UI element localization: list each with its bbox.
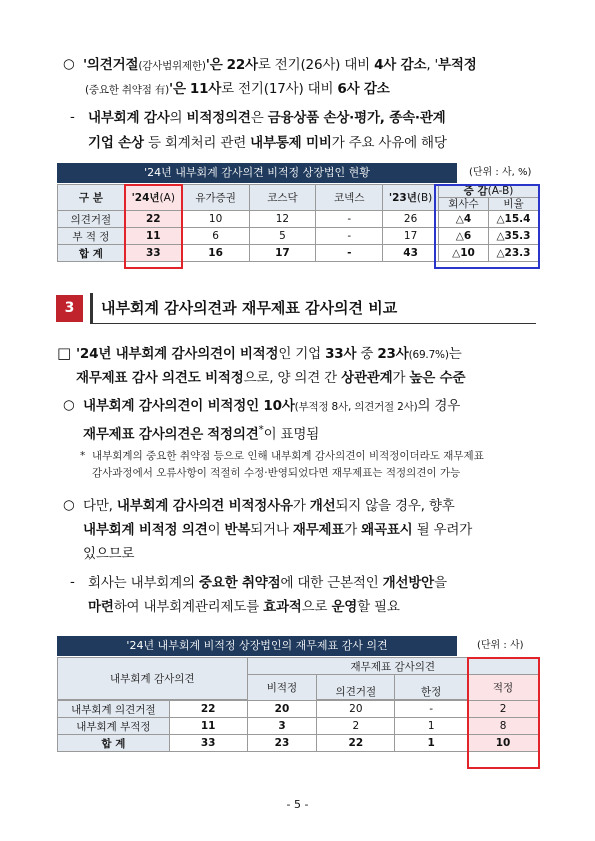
bullet-circle-mark: ○ (63, 56, 75, 72)
section-title: 내부회계 감사의견과 재무제표 감사의견 비교 (90, 293, 536, 324)
table-row: 부 적 정 11 6 5 - 17 △6 △35.3 (58, 228, 539, 245)
table1-title-bar: '24년 내부회계 감사의견 비적정 상장법인 현황 (57, 163, 457, 183)
table2-unit: (단위 : 사) (477, 640, 524, 651)
bullet-circle-mark: ○ (63, 497, 75, 513)
header-kosdaq: 코스닥 (249, 185, 316, 211)
main-point-line1: '24년 내부회계 감사의견이 비적정인 기업 33사 중 23사(69.7%)는 (76, 346, 462, 362)
table2-title-bar: '24년 내부회계 비적정 상장법인의 재무제표 감사 의견 (57, 636, 457, 656)
table1-unit: (단위 : 사, %) (469, 167, 532, 178)
header-change: 증 감(A-B) (439, 185, 539, 198)
header-konex: 코넥스 (316, 185, 383, 211)
section-number-badge: 3 (56, 295, 83, 322)
sub2-line3: 있으므로 (83, 546, 135, 562)
header-count: 회사수 (439, 198, 489, 211)
table-row: 의견거절 22 10 12 - 26 △4 △15.4 (58, 211, 539, 228)
footnote-line2: 감사과정에서 오류사항이 적절히 수정·반영되었다면 재무제표는 적정의견이 가능 (92, 467, 461, 479)
header-ratio: 비율 (488, 198, 538, 211)
header-2024: '24년(A) (124, 185, 182, 211)
square-bullet-mark: □ (57, 344, 72, 362)
sub3-line1: 회사는 내부회계의 중요한 취약점에 대한 근본적인 개선방안을 (88, 575, 447, 591)
header-unqualified: 적정 (468, 675, 539, 701)
header-nonunqualified: 비적정 (247, 675, 317, 701)
bullet-disclaimer-line2: (중요한 취약점 有)'은 11사로 전기(17사) 대비 6사 감소 (85, 81, 390, 97)
table-row-total: 합 계 33 16 17 - 43 △10 △23.3 (58, 245, 539, 262)
footnote-mark: * (80, 450, 86, 462)
table-row-total: 합 계 33 23 22 1 10 (58, 735, 539, 752)
bullet-reason-line2: 기업 손상 등 회계처리 관련 내부통제 미비가 주요 사유에 해당 (88, 135, 447, 151)
footnote-line1: 내부회계의 중요한 취약점 등으로 인해 내부회계 감사의견이 비적정이더라도 재무제표 (92, 450, 484, 462)
header-2023: '23년(B) (383, 185, 439, 211)
table1-title (57, 163, 539, 183)
header-kospi: 유가증권 (182, 185, 249, 211)
sub2-line2: 내부회계 비적정 의견이 반복되거나 재무제표가 왜곡표시 될 우려가 (83, 522, 473, 538)
header-category: 구 분 (58, 185, 125, 211)
table-row: 내부회계 부적정 11 3 2 1 8 (58, 718, 539, 735)
main-point-line2: 재무제표 감사 의견도 비적정으로, 양 의견 간 상관관계가 높은 수준 (76, 370, 466, 386)
bullet-dash-mark: - (70, 574, 75, 590)
sub3-line2: 마련하여 내부회계관리제도를 효과적으로 운영할 필요 (88, 599, 400, 615)
bullet-disclaimer-line1: '의견거절(감사범위제한)'은 22사로 전기(26사) 대비 4사 감소, '부적정 (83, 57, 477, 73)
sub2-line1: 다만, 내부회계 감사의견 비적정사유가 개선되지 않을 경우, 향후 (83, 498, 455, 514)
page-number: - 5 - (286, 798, 309, 811)
header-ic-opinion: 내부회계 감사의견 (58, 658, 248, 700)
bullet-dash-mark: - (70, 109, 75, 125)
bullet-reason-line1: 내부회계 감사의 비적정의견은 금융상품 손상·평가, 종속·관계 (88, 110, 446, 126)
table2-title (57, 636, 539, 656)
table-header-row (58, 185, 539, 198)
table2-fs-opinions (57, 657, 539, 752)
header-qualified: 한정 (395, 675, 468, 700)
header-fs-opinion: 재무제표 감사의견 (247, 658, 538, 675)
table1-nonunqualified-status (57, 184, 539, 262)
table-row: 내부회계 의견거절 22 20 20 - 2 (58, 701, 539, 718)
sub1-line1: 내부회계 감사의견이 비적정인 10사(부적정 8사, 의견거절 2사)의 경우 (83, 398, 461, 414)
sub1-line2: 재무제표 감사의견은 적정의견*이 표명됨 (83, 424, 320, 443)
header-disclaimer: 의견거절 (317, 675, 395, 700)
bullet-circle-mark: ○ (63, 397, 75, 413)
table-header-row (58, 658, 539, 675)
